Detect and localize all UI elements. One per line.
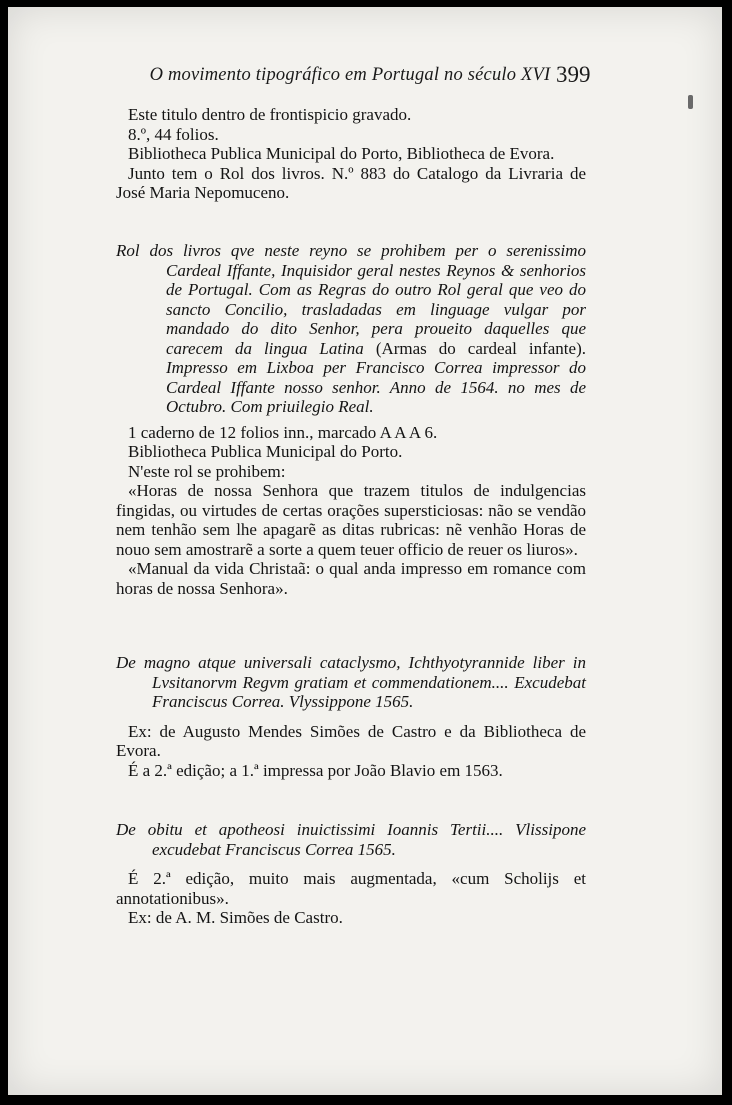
block-intro	[116, 105, 586, 203]
title-italic-b: Impresso em Lixboa per Francisco Correa impressor do Cardeal Iffante nosso senhor. Anno de 1564. no mes de Octubro. Com priuilegio Real.	[166, 358, 586, 416]
book-page	[8, 7, 722, 1095]
entry-de-magno	[116, 653, 586, 780]
line-intro-quote: N'este rol se prohibem:	[128, 461, 286, 481]
quote-horas: «Horas de nossa Senhora que trazem titulos de indulgencias fingidas, ou virtudes de certas orações supersticiosas: não se vendão nem tenhão sem lhe apagarẽ as ditas rubricas: nẽ venhão Horas de nouo sem amostrarẽ a sorte a quem teuer officio de reuer os liuros».	[116, 481, 586, 559]
title-roman: (Armas do cardeal infante).	[363, 338, 586, 358]
entry-title: De magno atque universali cataclysmo, Ichthyotyrannide liber in Lvsitanorvm Regvm gratiam et commendationem.... Excudebat Franciscus Correa. Vlyssippone 1565.	[116, 653, 586, 711]
line-library: Bibliotheca Publica Municipal do Porto.	[128, 442, 403, 461]
page-number: 399	[556, 62, 591, 87]
line-copies: Ex: de Augusto Mendes Simões de Castro e da Bibliotheca de Evora.	[116, 721, 586, 760]
line-rol-reference: Junto tem o Rol dos livros. N.º 883 do Catalogo da Livraria de José Maria Nepomuceno.	[116, 163, 586, 202]
line-format: 8.º, 44 folios.	[128, 124, 219, 144]
line-edition: É 2.ª edição, muito mais augmentada, «cum Scholijs et annotationibus».	[116, 869, 586, 908]
line-frontispiece: Este titulo dentro de frontispicio gravado.	[128, 105, 412, 124]
line-libraries: Bibliotheca Publica Municipal do Porto, Bibliotheca de Evora.	[128, 144, 555, 163]
title-italic-a: Rol dos livros qve neste reyno se prohibem per o serenissimo Cardeal Iffante, Inquisidor geral nestes Reynos & senhorios de Portugal. Com as Regras do outro Rol geral que veo do sancto Concilio, trasladadas em linguage vulgar por mandado do dito Senhor, pera proueito daquelles que carecem da lingua Latina	[116, 241, 586, 358]
running-header: O movimento tipográfico em Portugal no século XVI	[149, 65, 551, 85]
ink-speck	[688, 95, 693, 109]
line-collation: 1 caderno de 12 folios inn., marcado A A A 6.	[128, 422, 438, 442]
entry-title	[116, 241, 586, 417]
line-edition: É a 2.ª edição; a 1.ª impressa por João Blavio em 1563.	[128, 760, 503, 780]
entry-title: De obitu et apotheosi inuictissimi Ioannis Tertii.... Vlissipone excudebat Franciscus Correa 1565.	[116, 820, 586, 859]
entry-de-obitu	[116, 820, 586, 928]
quote-manual: «Manual da vida Christaã: o qual anda impresso em romance com horas de nossa Senhora».	[116, 559, 586, 598]
entry-rol-dos-livros	[116, 241, 586, 598]
line-copies: Ex: de A. M. Simões de Castro.	[128, 908, 343, 927]
